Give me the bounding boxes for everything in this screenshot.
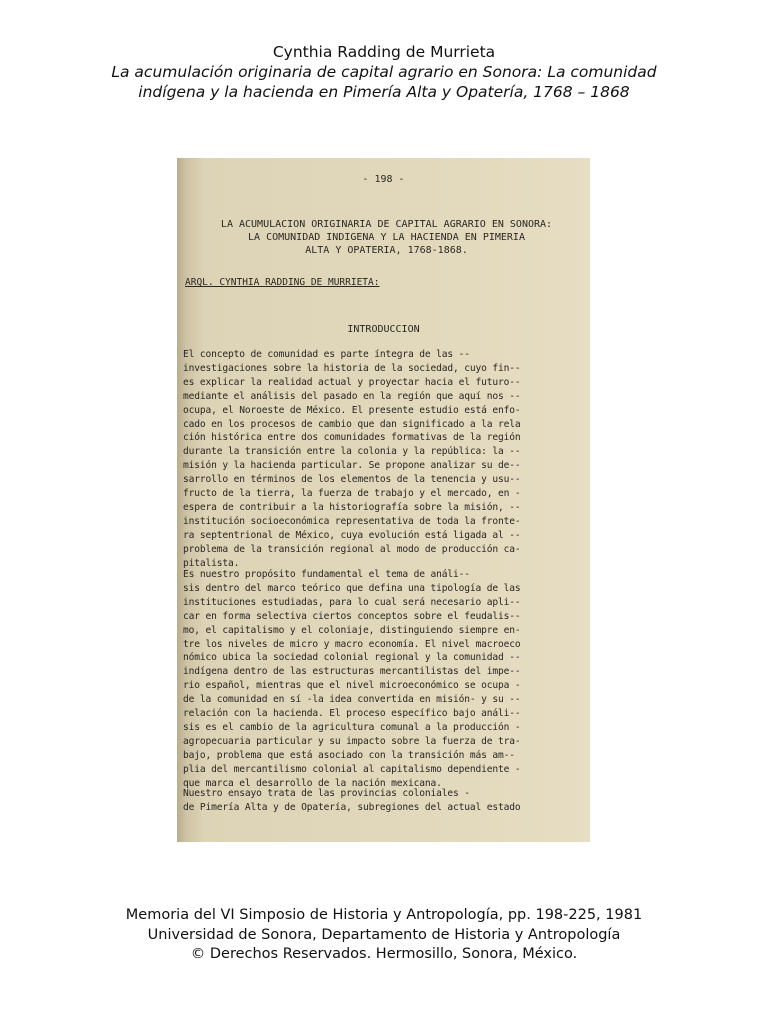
- scan-text-line: misión y la hacienda particular. Se propone analizar su de--: [183, 460, 521, 472]
- scan-text-line: de Pimería Alta y de Opatería, subregiones del actual estado: [183, 801, 521, 813]
- scan-text-line: tre los niveles de micro y macro economía. El nivel macroeco: [183, 638, 521, 650]
- scan-text-line: El concepto de comunidad es parte íntegra de las --: [183, 349, 470, 360]
- scan-text-line: agropecuaria particular y su impacto sobre la fuerza de tra-: [183, 735, 521, 747]
- scan-text-line: mo, el capitalismo y el coloniaje, distinguiendo siempre en-: [183, 624, 521, 636]
- footer-line-3: © Derechos Reservados. Hermosillo, Sonora, México.: [190, 946, 578, 962]
- scan-text-line: nómico ubica la sociedad colonial regional y la comunidad --: [183, 652, 521, 664]
- scan-text-line: sis dentro del marco teórico que defina una tipología de las: [183, 582, 521, 594]
- scan-text-line: fructo de la tierra, la fuerza de trabajo y el mercado, en -: [183, 488, 521, 500]
- scan-paragraph-1: [183, 348, 583, 571]
- scan-text-line: instituciones estudiadas, para lo cual será necesario apli--: [183, 596, 521, 608]
- scan-text-line: durante la transición entre la colonia y la república: la --: [183, 446, 521, 458]
- scan-text-line: pitalista.: [183, 557, 240, 569]
- header-title-line-1: La acumulación originaria de capital agrario en Sonora: La comunidad: [111, 63, 657, 81]
- scan-text-line: Nuestro ensayo trata de las provincias coloniales -: [183, 788, 470, 799]
- scan-text-line: espera de contribuir a la historiografía sobre la misión, --: [183, 501, 521, 513]
- scan-text-line: plia del mercantilismo colonial al capitalismo dependiente -: [183, 763, 521, 775]
- scan-text-line: indígena dentro de las estructuras mercantilistas del impe--: [183, 666, 521, 678]
- scan-page-number: - 198 -: [362, 174, 405, 185]
- scan-paragraph-3: [183, 787, 583, 815]
- header-author: Cynthia Radding de Murrieta: [272, 43, 496, 61]
- scan-text-line: Es nuestro propósito fundamental el tema de análi--: [183, 569, 470, 580]
- scan-text-line: problema de la transición regional al modo de producción ca-: [183, 543, 521, 555]
- scan-text-line: car en forma selectiva ciertos conceptos sobre el feudalis--: [183, 610, 521, 622]
- citation-header: [0, 42, 768, 102]
- header-title-line-2: indígena y la hacienda en Pimería Alta y Opatería, 1768 – 1868: [138, 83, 630, 101]
- scan-text-line: de la comunidad en sí -la idea convertida en misión- y su --: [183, 694, 521, 706]
- footer-line-2: Universidad de Sonora, Departamento de Historia y Antropología: [147, 926, 621, 943]
- scan-paragraph-2: [183, 568, 583, 791]
- scan-text-line: sarrollo en términos de los elementos de la tenencia y usu--: [183, 474, 521, 486]
- scan-title-line: LA COMUNIDAD INDIGENA Y LA HACIENDA EN PIMERIA: [248, 232, 525, 243]
- scan-text-line: que marca el desarrollo de la nación mexicana.: [183, 777, 442, 789]
- scan-text-line: institución socioeconómica representativa de toda la fronte-: [183, 515, 521, 527]
- scan-title-line: ALTA Y OPATERIA, 1768-1868.: [305, 245, 468, 256]
- scan-text-line: cado en los procesos de cambio que dan significado a la rela: [183, 418, 521, 430]
- footer-line-1: Memoria del VI Simposio de Historia y Antropología, pp. 198-225, 1981: [125, 907, 643, 923]
- scan-text-line: investigaciones sobre la historia de la sociedad, cuyo fin--: [183, 362, 521, 374]
- scan-text-line: relación con la hacienda. El proceso específico bajo análi--: [183, 708, 521, 720]
- scan-text-line: ocupa, el Noroeste de México. El presente estudio está enfo-: [183, 404, 521, 416]
- scan-text-line: ción histórica entre dos comunidades formativas de la región: [183, 432, 521, 444]
- citation-footer: [0, 906, 768, 965]
- scanned-page: [177, 158, 590, 842]
- scan-title-line: LA ACUMULACION ORIGINARIA DE CAPITAL AGRARIO EN SONORA:: [220, 219, 553, 230]
- scan-text-line: bajo, problema que está asociado con la transición más am--: [183, 749, 515, 761]
- scan-text-line: ra septentrional de México, cuya evolución está ligada al --: [183, 529, 521, 541]
- scan-text-line: es explicar la realidad actual y proyectar hacia el futuro--: [183, 376, 521, 388]
- scan-section-heading: INTRODUCCION: [347, 324, 420, 335]
- scan-text-line: sis es el cambio de la agricultura comunal a la producción -: [183, 721, 521, 733]
- scan-text-line: rio español, mientras que el nivel microeconómico se ocupa -: [183, 680, 521, 692]
- scan-text-line: mediante el análisis del pasado en la región que aquí nos --: [183, 390, 521, 402]
- scan-title: [199, 218, 574, 257]
- scan-author: ARQL. CYNTHIA RADDING DE MURRIETA:: [185, 277, 380, 288]
